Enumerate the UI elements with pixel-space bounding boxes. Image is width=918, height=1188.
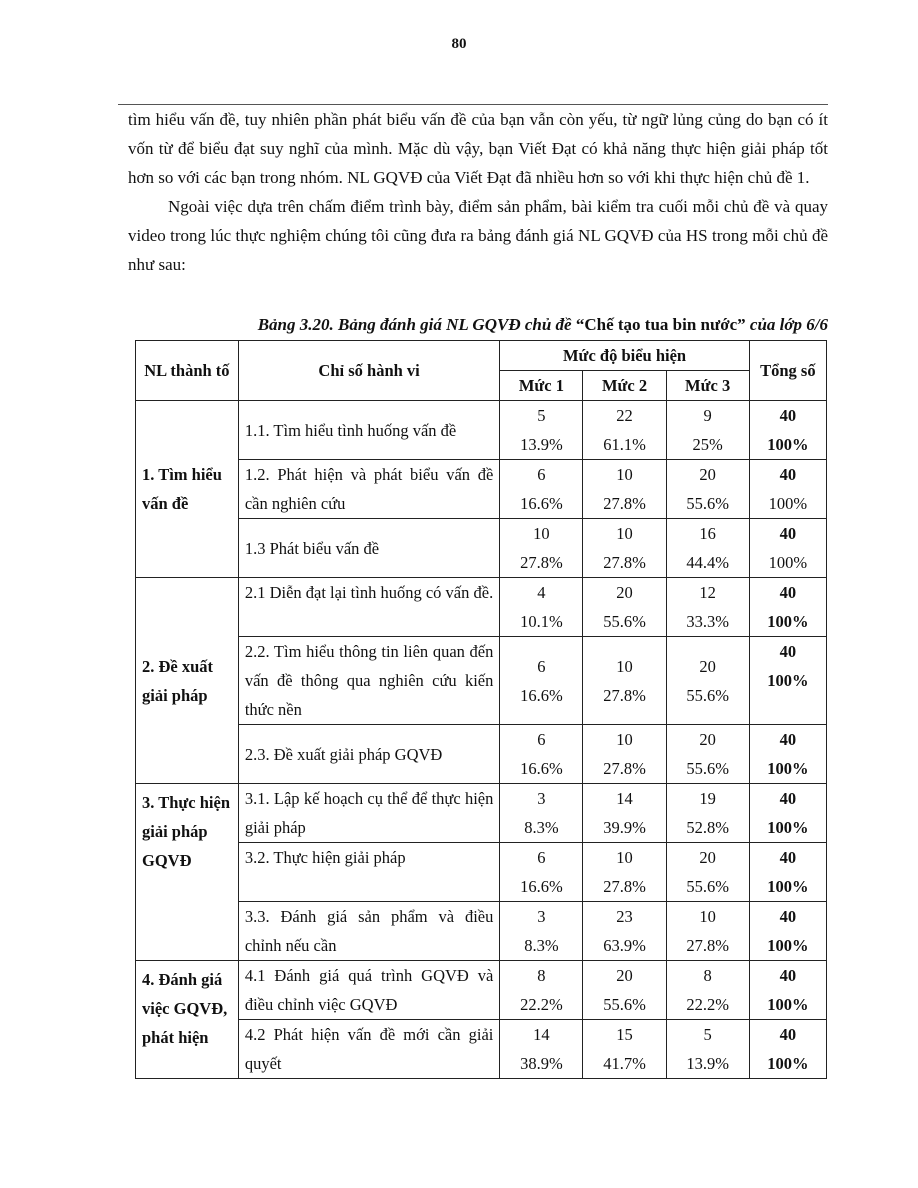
level-2-cell — [583, 401, 666, 460]
percent: 27.8% — [603, 877, 646, 896]
percent: 27.8% — [603, 759, 646, 778]
percent: 100% — [767, 818, 809, 837]
total-cell — [749, 1020, 826, 1079]
indicator-cell: 1.1. Tìm hiểu tình huống vấn đề — [238, 401, 500, 460]
level-2-cell — [583, 637, 666, 725]
percent: 16.6% — [520, 685, 563, 705]
count: 20 — [616, 966, 633, 985]
indicator-cell: 3.1. Lập kế hoạch cụ thể để thực hiện giải pháp — [238, 784, 500, 843]
header-level-3: Mức 3 — [666, 371, 749, 401]
percent: 16.6% — [520, 877, 563, 896]
indicator-cell: 3.2. Thực hiện giải pháp — [238, 843, 500, 902]
level-3-cell — [666, 519, 749, 578]
body-text — [128, 105, 828, 279]
table-row — [136, 784, 827, 843]
level-1-cell — [500, 784, 583, 843]
count: 40 — [779, 583, 797, 602]
level-1-cell — [500, 401, 583, 460]
percent: 63.9% — [603, 936, 646, 955]
level-2-cell — [583, 902, 666, 961]
level-3-cell — [666, 961, 749, 1020]
percent: 100% — [768, 494, 808, 513]
count: 20 — [699, 656, 716, 676]
count: 10 — [616, 848, 633, 867]
count: 22 — [616, 406, 633, 425]
count: 23 — [616, 907, 633, 926]
evaluation-table — [135, 340, 827, 1079]
level-2-cell — [583, 725, 666, 784]
group-cell: 3. Thực hiện giải pháp GQVĐ — [136, 784, 239, 961]
indicator-cell: 1.2. Phát hiện và phát biểu vấn đề cần nghiên cứu — [238, 460, 500, 519]
count: 20 — [699, 848, 716, 867]
header-levels: Mức độ biểu hiện — [500, 341, 749, 371]
count: 10 — [699, 907, 716, 926]
count: 16 — [699, 524, 716, 543]
count: 5 — [703, 1025, 712, 1044]
level-1-cell — [500, 725, 583, 784]
table-row — [136, 1020, 827, 1079]
percent: 8.3% — [524, 818, 559, 837]
total-cell — [749, 578, 826, 637]
percent: 55.6% — [686, 494, 729, 513]
header-level-2: Mức 2 — [583, 371, 666, 401]
percent: 100% — [767, 435, 809, 454]
percent: 8.3% — [524, 936, 559, 955]
count: 20 — [616, 583, 633, 602]
indicator-cell: 2.1 Diễn đạt lại tình huống có vấn đề. — [238, 578, 500, 637]
level-2-cell — [583, 784, 666, 843]
caption-suffix: của lớp 6/6 — [749, 315, 828, 334]
percent: 55.6% — [686, 759, 729, 778]
total-cell — [749, 902, 826, 961]
indicator-cell: 1.3 Phát biểu vấn đề — [238, 519, 500, 578]
table-row — [136, 519, 827, 578]
count: 6 — [537, 656, 546, 676]
total-cell — [749, 519, 826, 578]
indicator-cell: 4.1 Đánh giá quá trình GQVĐ và điều chỉnh việc GQVĐ — [238, 961, 500, 1020]
percent: 55.6% — [603, 612, 646, 631]
percent: 100% — [767, 612, 809, 631]
level-1-cell — [500, 902, 583, 961]
level-3-cell — [666, 637, 749, 725]
percent: 13.9% — [686, 1054, 729, 1073]
count: 20 — [699, 730, 716, 749]
table-row — [136, 637, 827, 725]
count: 4 — [537, 583, 546, 602]
indicator-cell: 2.3. Đề xuất giải pháp GQVĐ — [238, 725, 500, 784]
count: 3 — [537, 789, 546, 808]
count: 6 — [537, 465, 546, 484]
count: 40 — [779, 1025, 797, 1044]
count: 40 — [779, 642, 797, 661]
header-component: NL thành tố — [136, 341, 239, 401]
count: 6 — [537, 848, 546, 867]
table-row — [136, 725, 827, 784]
percent: 22.2% — [520, 995, 563, 1014]
count: 6 — [537, 730, 546, 749]
table-caption — [128, 312, 828, 338]
count: 10 — [616, 656, 633, 676]
header-indicator: Chỉ số hành vi — [238, 341, 500, 401]
percent: 27.8% — [686, 936, 729, 955]
level-1-cell — [500, 519, 583, 578]
level-3-cell — [666, 902, 749, 961]
count: 40 — [779, 465, 797, 484]
total-cell — [749, 961, 826, 1020]
percent: 55.6% — [603, 995, 646, 1014]
total-cell — [749, 725, 826, 784]
group-cell: 2. Đề xuất giải pháp — [136, 578, 239, 784]
page-number: 80 — [451, 36, 467, 52]
level-1-cell — [500, 637, 583, 725]
count: 3 — [537, 907, 546, 926]
paragraph: tìm hiểu vấn đề, tuy nhiên phần phát biểu vấn đề của bạn vẫn còn yếu, từ ngữ lủng củng do bạn có ít vốn từ để biểu đạt suy nghĩ của mình. Mặc dù vậy, bạn Viết Đạt có khả năng thực hiện giải pháp tốt hơn so với các bạn trong nhóm. NL GQVĐ của Viết Đạt đã nhiều hơn so với khi thực hiện chủ đề 1. — [128, 110, 828, 187]
percent: 100% — [767, 671, 809, 690]
count: 19 — [699, 789, 716, 808]
paragraph: Ngoài việc dựa trên chấm điểm trình bày, điểm sản phẩm, bài kiểm tra cuối mỗi chủ đề và quay video trong lúc thực nghiệm chúng tôi cũng đưa ra bảng đánh giá NL GQVĐ của HS trong mỗi chủ đề như sau: — [128, 197, 828, 274]
percent: 100% — [767, 995, 809, 1014]
total-cell — [749, 401, 826, 460]
percent: 25% — [692, 435, 723, 454]
count: 14 — [533, 1025, 550, 1044]
count: 40 — [779, 848, 797, 867]
level-2-cell — [583, 460, 666, 519]
percent: 100% — [767, 877, 809, 896]
percent: 100% — [767, 759, 809, 778]
indicator-cell: 2.2. Tìm hiểu thông tin liên quan đến vấn đề thông qua nghiên cứu kiến thức nền — [238, 637, 500, 725]
count: 40 — [779, 406, 797, 425]
count: 20 — [699, 465, 716, 484]
percent: 27.8% — [520, 553, 563, 572]
level-3-cell — [666, 843, 749, 902]
count: 14 — [616, 789, 633, 808]
count: 10 — [616, 730, 633, 749]
count: 40 — [779, 524, 797, 543]
level-3-cell — [666, 578, 749, 637]
percent: 10.1% — [520, 612, 563, 631]
percent: 27.8% — [603, 685, 646, 705]
count: 8 — [703, 966, 712, 985]
count: 40 — [779, 789, 797, 808]
percent: 39.9% — [603, 818, 646, 837]
table-row — [136, 961, 827, 1020]
level-1-cell — [500, 1020, 583, 1079]
percent: 61.1% — [603, 435, 646, 454]
header-level-1: Mức 1 — [500, 371, 583, 401]
percent: 55.6% — [686, 685, 729, 705]
level-2-cell — [583, 578, 666, 637]
percent: 27.8% — [603, 553, 646, 572]
total-cell — [749, 843, 826, 902]
caption-prefix: Bảng 3.20. Bảng đánh giá NL GQVĐ chủ đề — [257, 315, 572, 334]
level-3-cell — [666, 784, 749, 843]
indicator-cell: 4.2 Phát hiện vấn đề mới cần giải quyết — [238, 1020, 500, 1079]
indicator-cell: 3.3. Đánh giá sản phẩm và điều chỉnh nếu cần — [238, 902, 500, 961]
header-total: Tổng số — [749, 341, 826, 401]
count: 40 — [779, 907, 797, 926]
group-cell: 1. Tìm hiểu vấn đề — [136, 401, 239, 578]
percent: 52.8% — [686, 818, 729, 837]
table-row — [136, 401, 827, 460]
percent: 55.6% — [686, 877, 729, 896]
total-cell — [749, 637, 826, 725]
count: 12 — [699, 583, 716, 602]
total-cell — [749, 460, 826, 519]
count: 5 — [537, 406, 546, 425]
percent: 100% — [768, 553, 808, 572]
level-2-cell — [583, 961, 666, 1020]
percent: 33.3% — [686, 612, 729, 631]
level-1-cell — [500, 961, 583, 1020]
count: 15 — [616, 1025, 633, 1044]
count: 40 — [779, 966, 797, 985]
percent: 41.7% — [603, 1054, 646, 1073]
level-3-cell — [666, 1020, 749, 1079]
caption-title: “Chế tạo tua bin nước” — [575, 315, 746, 334]
percent: 44.4% — [686, 553, 729, 572]
level-2-cell — [583, 1020, 666, 1079]
table-body — [136, 401, 827, 1079]
total-cell — [749, 784, 826, 843]
percent: 27.8% — [603, 494, 646, 513]
table-row — [136, 902, 827, 961]
level-2-cell — [583, 843, 666, 902]
count: 10 — [533, 524, 550, 543]
table-row — [136, 843, 827, 902]
percent: 100% — [767, 1054, 809, 1073]
level-1-cell — [500, 578, 583, 637]
count: 10 — [616, 524, 633, 543]
level-1-cell — [500, 460, 583, 519]
percent: 16.6% — [520, 759, 563, 778]
percent: 38.9% — [520, 1054, 563, 1073]
percent: 100% — [767, 936, 809, 955]
percent: 13.9% — [520, 435, 563, 454]
count: 8 — [537, 966, 546, 985]
level-2-cell — [583, 519, 666, 578]
count: 9 — [703, 406, 712, 425]
count: 10 — [616, 465, 633, 484]
count: 40 — [779, 730, 797, 749]
percent: 22.2% — [686, 995, 729, 1014]
group-cell: 4. Đánh giá việc GQVĐ, phát hiện — [136, 961, 239, 1079]
table-row — [136, 460, 827, 519]
level-1-cell — [500, 843, 583, 902]
level-3-cell — [666, 725, 749, 784]
level-3-cell — [666, 460, 749, 519]
table-row — [136, 578, 827, 637]
level-3-cell — [666, 401, 749, 460]
percent: 16.6% — [520, 494, 563, 513]
